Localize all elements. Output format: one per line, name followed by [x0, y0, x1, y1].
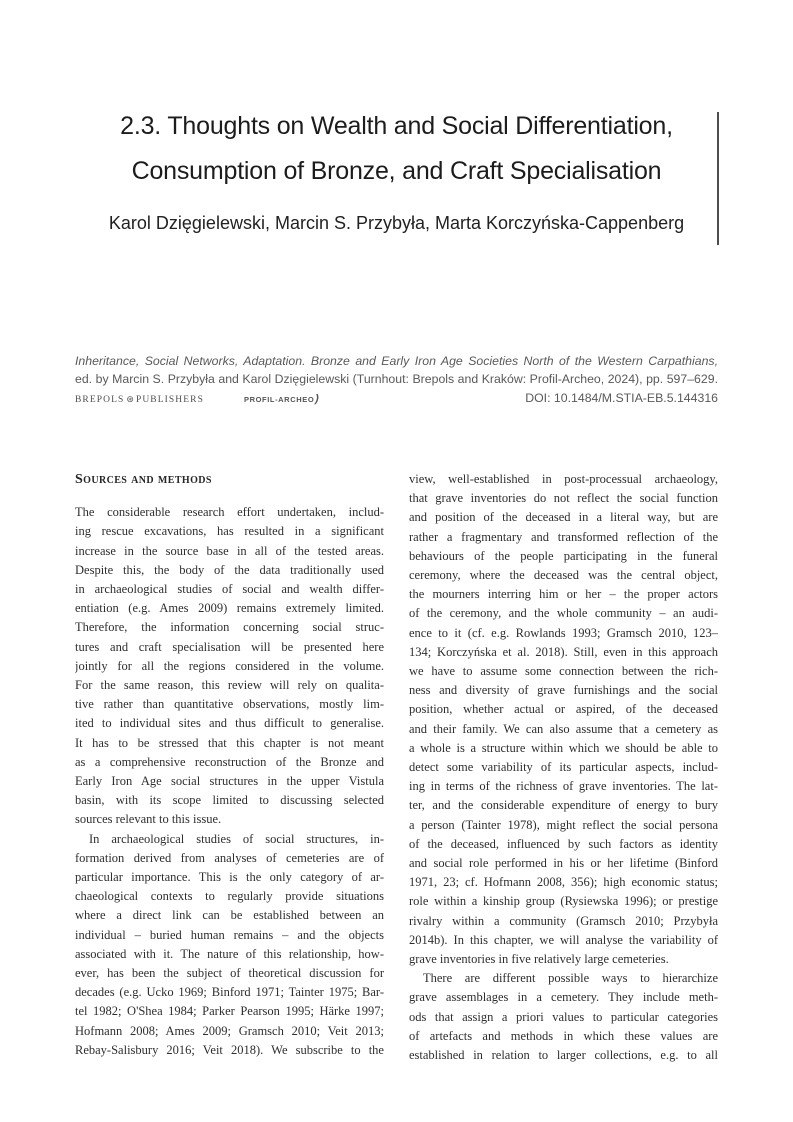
text-line: ever, has been the subject of theoretical discussion for: [75, 966, 384, 981]
paragraph: [409, 470, 718, 969]
text-line: ness and diversity of grave furnishings and the social: [409, 683, 718, 698]
text-line: increase in the source base in all of the tested areas.: [75, 543, 384, 558]
text-line: The considerable research effort undertaken, includ-: [75, 505, 384, 520]
right-column-text: [409, 470, 718, 1065]
text-line: of the ceremony, and the whole community – an audi-: [409, 606, 718, 621]
text-line: ited to individual sites and thus difficult to generalise.: [75, 716, 384, 731]
text-line: jointly for all the regions considered in the volume.: [75, 658, 384, 673]
chapter-title-line2: Consumption of Bronze, and Craft Specialisation: [131, 157, 662, 185]
text-line: rivalry within a community (Gramsch 2010; Przybyła: [409, 913, 718, 928]
text-line: of the deceased, influenced by such factors as identity: [409, 836, 718, 851]
brepols-word: BREPOLS: [75, 394, 125, 405]
text-line: Therefore, the information concerning social struc-: [75, 620, 384, 635]
text-line: established in relation to larger collections, e.g. to all: [409, 1048, 718, 1063]
text-line: of artefacts and methods in which these values are: [409, 1028, 718, 1043]
text-line: decades (e.g. Ucko 1969; Binford 1971; Tainter 1975; Bar-: [75, 985, 384, 1000]
text-line: particular importance. This is the only category of ar-: [75, 870, 384, 885]
text-line: and social role performed in his or her lifetime (Binford: [409, 856, 718, 871]
text-line: ence to it (cf. e.g. Rowlands 1993; Gramsch 2010, 123–: [409, 625, 718, 640]
text-line: Despite this, the body of the data traditionally used: [75, 562, 384, 577]
text-line: detect some variability of its particular aspects, includ-: [409, 760, 718, 775]
left-column-text: [75, 503, 384, 1060]
text-line: ods that assign a priori values to particular categories: [409, 1009, 718, 1024]
title-rule: [717, 112, 719, 245]
doi-text: DOI: 10.1484/M.STIA-EB.5.144316: [525, 390, 718, 405]
text-line: Early Iron Age social structures in the upper Vistula: [75, 774, 384, 789]
text-line: ing rescue excavations, has resulted in a significant: [75, 524, 384, 539]
text-line: ing in terms of the richness of grave inventories. The lat-: [409, 779, 718, 794]
text-line: and position of the deceased in a literal way, but are: [409, 510, 718, 525]
text-line: 1971, 23; cf. Hofmann 2008, 356); high economic status;: [409, 875, 718, 890]
brepols-publishers-logo: [75, 391, 204, 410]
text-line: individual – buried human remains – and the objects: [75, 927, 384, 942]
right-column: [409, 470, 718, 1065]
brepols-symbol-icon: ⊛: [126, 393, 134, 404]
profil-archeo-logo: [244, 391, 320, 409]
text-line: Rebay-Salisbury 2016; Veit 2018). We subscribe to the: [75, 1042, 384, 1057]
text-line: In archaeological studies of social structures, in-: [89, 831, 384, 846]
chapter-header: [75, 104, 718, 236]
text-line: For the same reason, this review will rely on qualita-: [75, 678, 384, 693]
left-column: [75, 470, 384, 1065]
text-line: 2014b). In this chapter, we will analyse the variability of: [409, 932, 718, 947]
body-columns: [75, 470, 718, 1065]
publishers-word: PUBLISHERS: [135, 394, 204, 405]
text-line: entiation (e.g. Ames 2009) remains extremely limited.: [75, 601, 384, 616]
text-line: where a direct link can be established between an: [75, 908, 384, 923]
text-line: as a comprehensive reconstruction of the Bronze and: [75, 754, 384, 769]
profil-swoosh-icon: ): [314, 392, 322, 405]
text-line: tures and craft specialisation will be presented here: [75, 639, 384, 654]
text-line: ter, and the considerable expenditure of energy to bury: [409, 798, 718, 813]
text-line: associated with it. The nature of this relationship, how-: [75, 946, 384, 961]
text-line: chaeological contexts to regularly provide situations: [75, 889, 384, 904]
text-line: grave assemblages in a cemetery. They include meth-: [409, 990, 718, 1005]
text-line: It has to be stressed that this chapter is not meant: [75, 735, 384, 750]
authors: Karol Dzięgielewski, Marcin S. Przybyła, Marta Korczyńska-Cappenberg: [108, 213, 685, 233]
paragraph: [75, 503, 384, 829]
text-line: behaviours of the people participating in the funeral: [409, 548, 718, 563]
text-line: sources relevant to this issue.: [75, 812, 222, 827]
profil-archeo-label: PROFIL-ARCHEO: [243, 394, 315, 404]
paragraph: [409, 969, 718, 1065]
text-line: a person (Tainter 1978), might reflect the social persona: [409, 817, 718, 832]
text-line: position, whether actual or aspired, of the deceased: [409, 702, 718, 717]
text-line: basin, with its scope limited to discussing selected: [75, 793, 384, 808]
text-line: in archaeological studies of social and wealth differ-: [75, 582, 384, 597]
text-line: ceremony, where the deceased was the central object,: [409, 568, 718, 583]
text-line: the mourners interring him or her – the proper actors: [409, 587, 718, 602]
text-line: 134; Korczyńska et al. 2018). Still, even in this approach: [409, 644, 718, 659]
text-line: role within a kinship group (Rysiewska 1996); or prestige: [409, 894, 718, 909]
text-line: Hofmann 2008; Ames 2009; Gramsch 2010; Veit 2013;: [75, 1023, 384, 1038]
text-line: a whole is a structure within which we should be able to: [409, 740, 718, 755]
text-line: grave inventories in five relatively large cemeteries.: [409, 952, 669, 967]
text-line: tel 1982; O'Shea 1984; Parker Pearson 1995; Härke 1997;: [75, 1004, 384, 1019]
text-line: There are different possible ways to hierarchize: [423, 971, 718, 986]
citation-book-title: Inheritance, Social Networks, Adaptation. Bronze and Early Iron Age Societies North of the Western Carpathians,: [75, 354, 718, 368]
chapter-title-line1: 2.3. Thoughts on Wealth and Social Differentiation,: [120, 112, 673, 140]
section-heading: Sources and methods: [75, 472, 212, 487]
chapter-title: [75, 104, 718, 194]
text-line: we have to assume some connection between the rich-: [409, 664, 718, 679]
text-line: view, well-established in post-processual archaeology,: [409, 472, 718, 486]
citation-footer: [75, 390, 718, 410]
text-line: rather a fragmentary and transformed reflection of the: [409, 529, 718, 544]
text-line: that grave inventories do not reflect the social function: [409, 491, 718, 506]
citation-block: [75, 353, 718, 409]
paragraph: [75, 830, 384, 1060]
citation-editors: ed. by Marcin S. Przybyła and Karol Dzięgielewski (Turnhout: Brepols and Kraków: Profil-Archeo, 2024), pp. 597–629.: [75, 371, 718, 386]
text-line: formation derived from analyses of cemeteries are of: [75, 850, 384, 865]
text-line: and their family. We can also assume that a cemetery as: [409, 721, 718, 736]
text-line: tive rather than quantitative observations, mostly lim-: [75, 697, 384, 712]
